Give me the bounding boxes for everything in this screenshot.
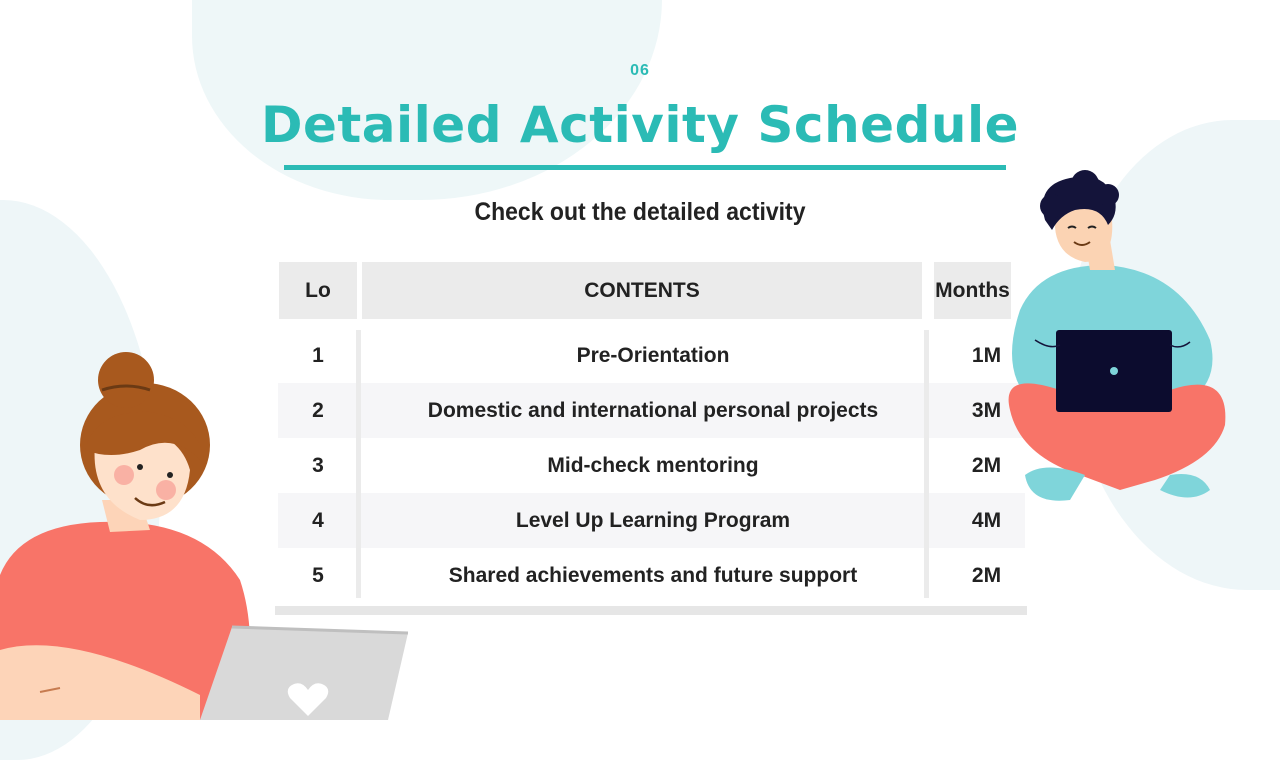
row-content: Mid-check mentoring xyxy=(547,453,759,477)
man-with-laptop-illustration xyxy=(990,170,1240,510)
row-content: Level Up Learning Program xyxy=(515,508,791,532)
woman-with-laptop-illustration xyxy=(0,350,420,720)
row-number: 3 xyxy=(312,453,324,477)
title-underline xyxy=(284,165,1006,170)
row-number: 4 xyxy=(312,508,324,532)
row-number: 2 xyxy=(312,398,324,422)
row-content: Pre-Orientation xyxy=(576,343,730,367)
row-months: 2M xyxy=(971,453,1002,477)
subtitle: Check out the detailed activity xyxy=(474,198,806,226)
row-months: 4M xyxy=(971,508,1002,532)
column-divider xyxy=(924,330,929,598)
row-months: 1M xyxy=(971,343,1002,367)
row-number: 1 xyxy=(312,343,324,367)
heart-icon xyxy=(286,682,330,718)
page-title: Detailed Activity Schedule xyxy=(260,96,1020,154)
row-content: Domestic and international personal projects xyxy=(427,398,879,422)
row-months: 2M xyxy=(971,563,1002,587)
header-contents: CONTENTS xyxy=(362,262,922,319)
row-months: 3M xyxy=(971,398,1002,422)
row-content: Shared achievements and future support xyxy=(448,563,858,587)
header-number: Lo xyxy=(279,262,357,319)
header-months: Months xyxy=(934,262,1011,319)
row-number: 5 xyxy=(312,563,324,587)
slide-number: 06 xyxy=(630,62,650,79)
